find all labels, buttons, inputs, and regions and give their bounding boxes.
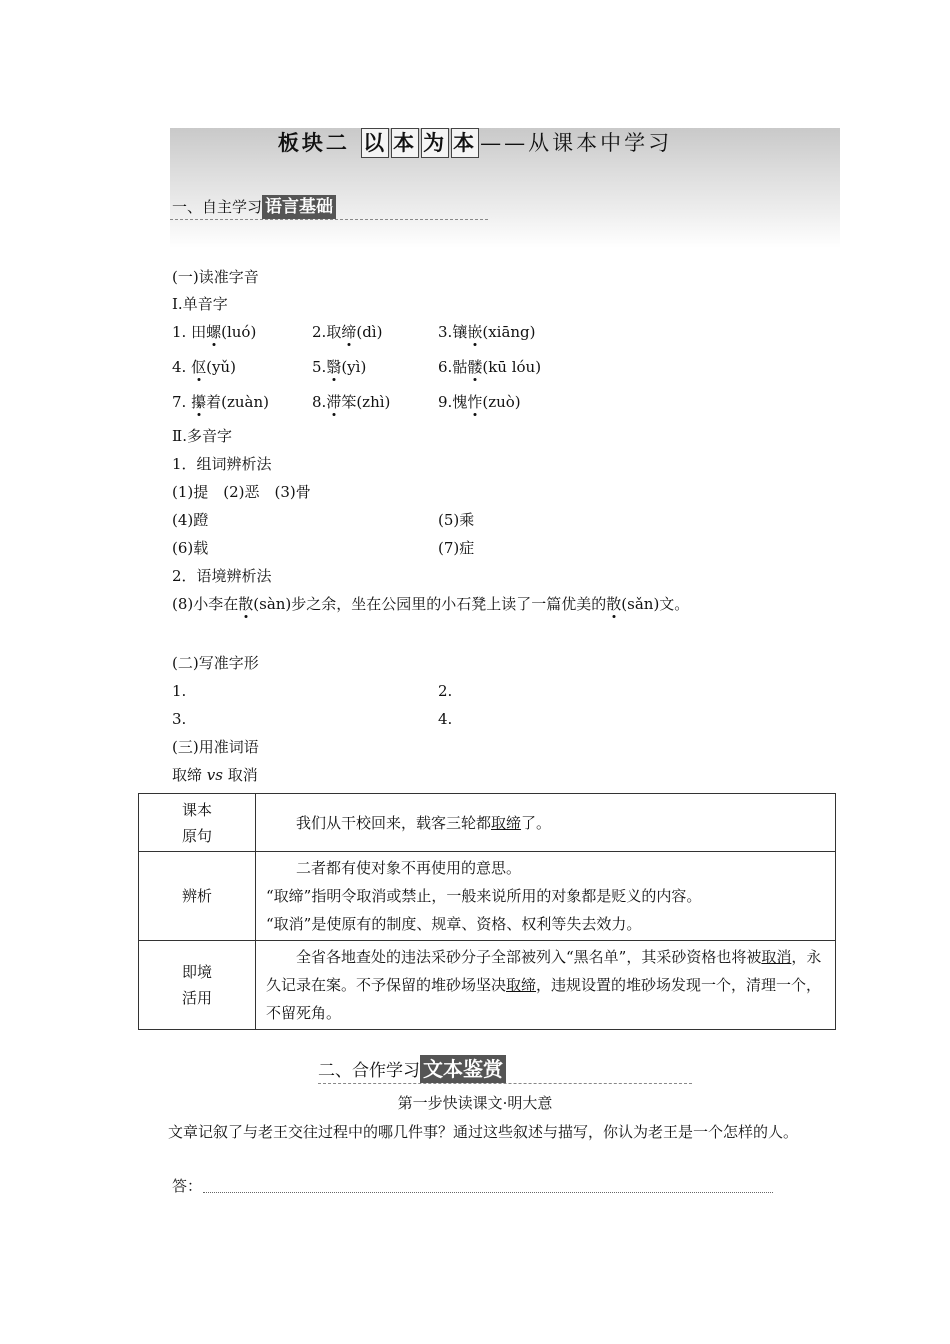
- title-suffix: ——从课本中学习: [480, 131, 673, 155]
- page-title: [0, 128, 950, 158]
- section1-label: 一、自主学习: [172, 198, 263, 216]
- single-item: 8.滞笨(zhì): [312, 393, 391, 411]
- title-boxed-char: 为: [421, 128, 449, 158]
- multi-item: (4)蹬: [172, 511, 209, 529]
- section2-tag: 文本鉴赏: [420, 1055, 506, 1083]
- row-content: 我们从干校回来，载客三轮都取缔了。: [256, 794, 836, 852]
- answer-label: 答：: [172, 1177, 203, 1195]
- part1-heading: (一)读准字音: [172, 268, 259, 286]
- row-label: 即境 活用: [139, 941, 256, 1030]
- table-row: [139, 852, 836, 941]
- multi-item: (7)症: [438, 539, 475, 557]
- single-item: 7. 攥着(zuàn): [172, 393, 269, 411]
- single-item: 1. 田螺(luó): [172, 323, 257, 341]
- title-boxed-char: 以: [361, 128, 389, 158]
- single-item: 6.骷髅(kū lóu): [438, 358, 542, 376]
- multi-item: (6)载: [172, 539, 209, 557]
- part2-item: 4.: [438, 710, 453, 728]
- multi-heading: Ⅱ.多音字: [172, 427, 232, 445]
- multi-item: (5)乘: [438, 511, 475, 529]
- single-item: 9.愧怍(zuò): [438, 393, 521, 411]
- part2-item: 2.: [438, 682, 453, 700]
- row-label: 课本 原句: [139, 794, 256, 852]
- method2-heading: 2．语境辨析法: [172, 567, 272, 585]
- row-content: 二者都有使对象不再使用的意思。 “取缔”指明令取消或禁止，一般来说所用的对象都是贬义的内容。 “取消”是使原有的制度、规章、资格、权利等失去效力。: [256, 852, 836, 941]
- part2-heading: (二)写准字形: [172, 654, 259, 672]
- section1-tag: 语言基础: [262, 195, 336, 219]
- part3-heading: (三)用准词语: [172, 738, 259, 756]
- table-row: [139, 941, 836, 1030]
- single-heading: Ⅰ.单音字: [172, 295, 228, 313]
- part2-item: 3.: [172, 710, 187, 728]
- single-item: 3.镶嵌(xiāng): [438, 323, 536, 341]
- single-item: 5.翳(yì): [312, 358, 367, 376]
- section1-heading: [172, 195, 336, 219]
- answer-line[interactable]: [203, 1192, 773, 1193]
- step-heading: 第一步快读课文·明大意: [397, 1094, 553, 1112]
- section2-heading: [318, 1055, 506, 1083]
- section2-label: 二、合作学习: [318, 1061, 420, 1081]
- single-item: 2.取缔(dì): [312, 323, 383, 341]
- multi-items: (1)提 (2)恶 (3)骨: [172, 483, 311, 501]
- question-text: 文章记叙了与老王交往过程中的哪几件事？通过这些叙述与描写，你认为老王是一个怎样的人。: [168, 1123, 799, 1141]
- comparison-table: [138, 793, 836, 1030]
- title-boxed-char: 本: [391, 128, 419, 158]
- word-pair: 取缔 vs 取消: [172, 766, 258, 784]
- title-boxed-char: 本: [451, 128, 479, 158]
- section1-divider: [170, 219, 488, 220]
- section2-divider: [318, 1083, 692, 1084]
- context-sentence: (8)小李在散(sàn)步之余，坐在公园里的小石凳上读了一篇优美的散(sǎn)文。: [172, 595, 690, 613]
- table-row: [139, 794, 836, 852]
- row-label: 辨析: [139, 852, 256, 941]
- part2-item: 1.: [172, 682, 187, 700]
- method1-heading: 1．组词辨析法: [172, 455, 272, 473]
- row-content: 全省各地查处的违法采砂分子全部被列入“黑名单”，其采砂资格也将被取消，永久记录在案。不予保留的堆砂场坚决取缔，违规设置的堆砂场发现一个，清理一个，不留死角。: [256, 941, 836, 1030]
- single-item: 4. 伛(yǔ): [172, 358, 236, 376]
- title-prefix: 板块二: [277, 130, 350, 155]
